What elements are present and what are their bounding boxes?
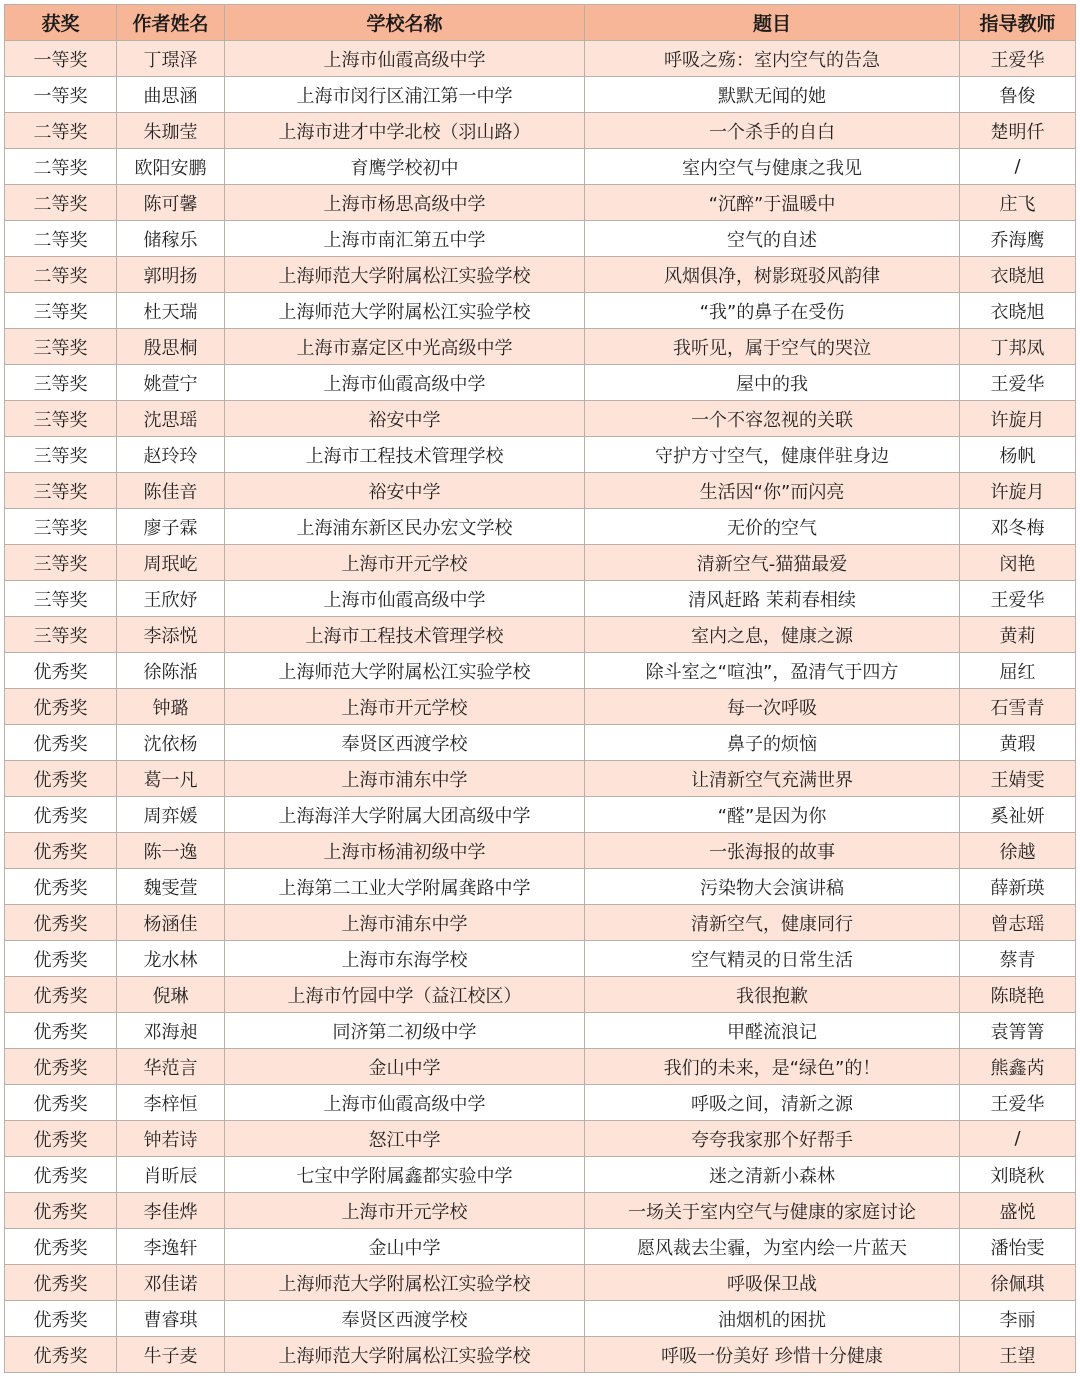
cell-author: 倪琳 <box>117 977 225 1013</box>
table-row <box>5 617 1076 653</box>
table-row <box>5 185 1076 221</box>
cell-teacher: 王望 <box>960 1337 1076 1373</box>
cell-title: 污染物大会演讲稿 <box>585 869 960 905</box>
cell-title: 我们的未来，是“绿色”的！ <box>585 1049 960 1085</box>
cell-award: 三等奖 <box>5 545 117 581</box>
cell-teacher: 王爱华 <box>960 41 1076 77</box>
cell-award: 三等奖 <box>5 401 117 437</box>
cell-author: 钟若诗 <box>117 1121 225 1157</box>
cell-author: 朱珈莹 <box>117 113 225 149</box>
cell-author: 殷思桐 <box>117 329 225 365</box>
table-row <box>5 293 1076 329</box>
cell-school: 金山中学 <box>225 1229 585 1265</box>
cell-title: 空气的自述 <box>585 221 960 257</box>
cell-author: 陈一逸 <box>117 833 225 869</box>
cell-title: 清新空气-猫猫最爱 <box>585 545 960 581</box>
cell-teacher: 乔海鹰 <box>960 221 1076 257</box>
cell-school: 育鹰学校初中 <box>225 149 585 185</box>
cell-author: 丁璟泽 <box>117 41 225 77</box>
cell-school: 上海市竹园中学（益江校区） <box>225 977 585 1013</box>
cell-award: 优秀奖 <box>5 1013 117 1049</box>
cell-teacher: 邓冬梅 <box>960 509 1076 545</box>
cell-title: 甲醛流浪记 <box>585 1013 960 1049</box>
cell-title: “醛”是因为你 <box>585 797 960 833</box>
cell-title: 一场关于室内空气与健康的家庭讨论 <box>585 1193 960 1229</box>
cell-author: 陈可馨 <box>117 185 225 221</box>
cell-title: 夸夸我家那个好帮手 <box>585 1121 960 1157</box>
cell-author: 邓海昶 <box>117 1013 225 1049</box>
cell-teacher: 庄飞 <box>960 185 1076 221</box>
cell-teacher: / <box>960 1121 1076 1157</box>
cell-award: 二等奖 <box>5 113 117 149</box>
cell-teacher: 徐越 <box>960 833 1076 869</box>
cell-award: 二等奖 <box>5 185 117 221</box>
cell-teacher: 奚祉妍 <box>960 797 1076 833</box>
cell-title: 无价的空气 <box>585 509 960 545</box>
cell-school: 上海第二工业大学附属龚路中学 <box>225 869 585 905</box>
cell-award: 优秀奖 <box>5 941 117 977</box>
cell-school: 上海师范大学附属松江实验学校 <box>225 1265 585 1301</box>
cell-school: 上海市嘉定区中光高级中学 <box>225 329 585 365</box>
cell-title: 一个杀手的自白 <box>585 113 960 149</box>
table-row <box>5 977 1076 1013</box>
table-row <box>5 401 1076 437</box>
cell-school: 上海市开元学校 <box>225 1193 585 1229</box>
cell-author: 曲思涵 <box>117 77 225 113</box>
cell-teacher: 王爱华 <box>960 365 1076 401</box>
table-row <box>5 1013 1076 1049</box>
cell-award: 三等奖 <box>5 509 117 545</box>
table-row <box>5 869 1076 905</box>
cell-title: 呼吸之间，清新之源 <box>585 1085 960 1121</box>
cell-award: 优秀奖 <box>5 1193 117 1229</box>
cell-author: 杨涵佳 <box>117 905 225 941</box>
cell-title: 愿风裁去尘霾，为室内绘一片蓝天 <box>585 1229 960 1265</box>
table-row <box>5 1265 1076 1301</box>
cell-teacher: 黄莉 <box>960 617 1076 653</box>
cell-title: 清风赶路 茉莉春相续 <box>585 581 960 617</box>
cell-title: 除斗室之“喧浊”，盈清气于四方 <box>585 653 960 689</box>
table-header-row <box>5 5 1076 41</box>
cell-award: 优秀奖 <box>5 689 117 725</box>
cell-author: 肖昕辰 <box>117 1157 225 1193</box>
cell-title: 默默无闻的她 <box>585 77 960 113</box>
cell-title: 生活因“你”而闪亮 <box>585 473 960 509</box>
cell-school: 上海市进才中学北校（羽山路） <box>225 113 585 149</box>
table-row <box>5 329 1076 365</box>
cell-author: 曹睿琪 <box>117 1301 225 1337</box>
cell-teacher: 石雪青 <box>960 689 1076 725</box>
cell-school: 奉贤区西渡学校 <box>225 725 585 761</box>
cell-author: 姚萱宁 <box>117 365 225 401</box>
cell-school: 上海市闵行区浦江第一中学 <box>225 77 585 113</box>
cell-teacher: 刘晓秋 <box>960 1157 1076 1193</box>
cell-author: 钟璐 <box>117 689 225 725</box>
table-row <box>5 257 1076 293</box>
cell-school: 上海市工程技术管理学校 <box>225 437 585 473</box>
table-row <box>5 797 1076 833</box>
cell-teacher: 衣晓旭 <box>960 293 1076 329</box>
cell-school: 上海市仙霞高级中学 <box>225 365 585 401</box>
cell-title: 我听见，属于空气的哭泣 <box>585 329 960 365</box>
cell-award: 优秀奖 <box>5 1157 117 1193</box>
table-row <box>5 545 1076 581</box>
cell-title: 风烟俱净，树影斑驳风韵律 <box>585 257 960 293</box>
header-teacher: 指导教师 <box>960 5 1076 41</box>
cell-author: 李梓恒 <box>117 1085 225 1121</box>
table-row <box>5 689 1076 725</box>
table-row <box>5 113 1076 149</box>
cell-title: 油烟机的困扰 <box>585 1301 960 1337</box>
cell-school: 金山中学 <box>225 1049 585 1085</box>
table-row <box>5 1049 1076 1085</box>
cell-author: 储稼乐 <box>117 221 225 257</box>
cell-author: 葛一凡 <box>117 761 225 797</box>
table-row <box>5 905 1076 941</box>
cell-award: 优秀奖 <box>5 977 117 1013</box>
table-row <box>5 1301 1076 1337</box>
cell-award: 二等奖 <box>5 149 117 185</box>
table-row <box>5 149 1076 185</box>
cell-school: 上海师范大学附属松江实验学校 <box>225 257 585 293</box>
cell-title: 室内空气与健康之我见 <box>585 149 960 185</box>
table-row <box>5 761 1076 797</box>
cell-teacher: 黄瑕 <box>960 725 1076 761</box>
cell-award: 三等奖 <box>5 329 117 365</box>
cell-school: 同济第二初级中学 <box>225 1013 585 1049</box>
cell-award: 优秀奖 <box>5 905 117 941</box>
cell-award: 三等奖 <box>5 473 117 509</box>
cell-award: 三等奖 <box>5 293 117 329</box>
table-row <box>5 725 1076 761</box>
cell-school: 上海市南汇第五中学 <box>225 221 585 257</box>
cell-school: 上海浦东新区民办宏文学校 <box>225 509 585 545</box>
cell-author: 李添悦 <box>117 617 225 653</box>
cell-award: 三等奖 <box>5 617 117 653</box>
cell-award: 优秀奖 <box>5 797 117 833</box>
cell-title: 室内之息，健康之源 <box>585 617 960 653</box>
cell-award: 优秀奖 <box>5 1049 117 1085</box>
cell-school: 上海市浦东中学 <box>225 905 585 941</box>
cell-school: 上海市仙霞高级中学 <box>225 1085 585 1121</box>
cell-teacher: 薛新瑛 <box>960 869 1076 905</box>
cell-author: 徐陈湉 <box>117 653 225 689</box>
cell-award: 二等奖 <box>5 221 117 257</box>
cell-title: 屋中的我 <box>585 365 960 401</box>
table-row <box>5 941 1076 977</box>
cell-title: “沉醉”于温暖中 <box>585 185 960 221</box>
cell-teacher: 屈红 <box>960 653 1076 689</box>
cell-author: 龙水林 <box>117 941 225 977</box>
table-row <box>5 437 1076 473</box>
header-school: 学校名称 <box>225 5 585 41</box>
cell-author: 李佳烨 <box>117 1193 225 1229</box>
award-table <box>4 4 1076 1373</box>
table-body <box>5 41 1076 1373</box>
cell-school: 上海市开元学校 <box>225 545 585 581</box>
cell-teacher: 袁箐箐 <box>960 1013 1076 1049</box>
cell-title: 一个不容忽视的关联 <box>585 401 960 437</box>
table-row <box>5 833 1076 869</box>
cell-teacher: 王爱华 <box>960 1085 1076 1121</box>
cell-teacher: 潘怡雯 <box>960 1229 1076 1265</box>
cell-author: 牛子麦 <box>117 1337 225 1373</box>
cell-award: 优秀奖 <box>5 833 117 869</box>
cell-author: 华范言 <box>117 1049 225 1085</box>
cell-title: 鼻子的烦恼 <box>585 725 960 761</box>
cell-author: 廖子霖 <box>117 509 225 545</box>
cell-school: 上海市工程技术管理学校 <box>225 617 585 653</box>
cell-author: 李逸轩 <box>117 1229 225 1265</box>
cell-teacher: 蔡青 <box>960 941 1076 977</box>
cell-school: 上海海洋大学附属大团高级中学 <box>225 797 585 833</box>
table-row <box>5 1337 1076 1373</box>
cell-teacher: 王婧雯 <box>960 761 1076 797</box>
cell-title: 迷之清新小森林 <box>585 1157 960 1193</box>
cell-teacher: 陈晓艳 <box>960 977 1076 1013</box>
cell-school: 上海市杨浦初级中学 <box>225 833 585 869</box>
table-row <box>5 473 1076 509</box>
table-row <box>5 1229 1076 1265</box>
cell-award: 优秀奖 <box>5 1085 117 1121</box>
cell-title: 呼吸之殇：室内空气的告急 <box>585 41 960 77</box>
cell-author: 周珉屹 <box>117 545 225 581</box>
cell-title: 空气精灵的日常生活 <box>585 941 960 977</box>
cell-teacher: 王爱华 <box>960 581 1076 617</box>
cell-school: 上海市开元学校 <box>225 689 585 725</box>
cell-teacher: 杨帆 <box>960 437 1076 473</box>
cell-teacher: 许旋月 <box>960 473 1076 509</box>
cell-author: 周弈媛 <box>117 797 225 833</box>
table-row <box>5 1085 1076 1121</box>
cell-award: 优秀奖 <box>5 1337 117 1373</box>
cell-teacher: 徐佩琪 <box>960 1265 1076 1301</box>
cell-school: 上海市仙霞高级中学 <box>225 41 585 77</box>
cell-school: 奉贤区西渡学校 <box>225 1301 585 1337</box>
table-row <box>5 1121 1076 1157</box>
cell-teacher: 盛悦 <box>960 1193 1076 1229</box>
cell-award: 三等奖 <box>5 365 117 401</box>
cell-teacher: 闵艳 <box>960 545 1076 581</box>
cell-teacher: 衣晓旭 <box>960 257 1076 293</box>
cell-title: 守护方寸空气，健康伴驻身边 <box>585 437 960 473</box>
cell-author: 欧阳安鹏 <box>117 149 225 185</box>
cell-award: 优秀奖 <box>5 653 117 689</box>
cell-award: 三等奖 <box>5 437 117 473</box>
cell-school: 上海市杨思高级中学 <box>225 185 585 221</box>
cell-author: 沈依杨 <box>117 725 225 761</box>
table-row <box>5 1157 1076 1193</box>
cell-teacher: 曾志瑶 <box>960 905 1076 941</box>
cell-teacher: 李丽 <box>960 1301 1076 1337</box>
cell-author: 赵玲玲 <box>117 437 225 473</box>
cell-teacher: 许旋月 <box>960 401 1076 437</box>
cell-award: 优秀奖 <box>5 1265 117 1301</box>
cell-school: 上海市东海学校 <box>225 941 585 977</box>
cell-award: 一等奖 <box>5 77 117 113</box>
table-row <box>5 1193 1076 1229</box>
table-row <box>5 365 1076 401</box>
cell-award: 一等奖 <box>5 41 117 77</box>
cell-award: 优秀奖 <box>5 1229 117 1265</box>
cell-award: 优秀奖 <box>5 1121 117 1157</box>
cell-title: 每一次呼吸 <box>585 689 960 725</box>
cell-award: 优秀奖 <box>5 725 117 761</box>
cell-title: 一张海报的故事 <box>585 833 960 869</box>
table-row <box>5 509 1076 545</box>
cell-author: 王欣妤 <box>117 581 225 617</box>
cell-school: 上海师范大学附属松江实验学校 <box>225 653 585 689</box>
cell-school: 上海市浦东中学 <box>225 761 585 797</box>
cell-author: 杜天瑞 <box>117 293 225 329</box>
cell-author: 郭明扬 <box>117 257 225 293</box>
cell-teacher: / <box>960 149 1076 185</box>
table-row <box>5 653 1076 689</box>
cell-teacher: 鲁俊 <box>960 77 1076 113</box>
cell-title: 呼吸一份美好 珍惜十分健康 <box>585 1337 960 1373</box>
cell-school: 裕安中学 <box>225 473 585 509</box>
cell-title: 我很抱歉 <box>585 977 960 1013</box>
cell-teacher: 熊鑫芮 <box>960 1049 1076 1085</box>
cell-award: 二等奖 <box>5 257 117 293</box>
cell-author: 魏雯萱 <box>117 869 225 905</box>
cell-teacher: 丁邦凤 <box>960 329 1076 365</box>
header-author: 作者姓名 <box>117 5 225 41</box>
cell-school: 上海师范大学附属松江实验学校 <box>225 293 585 329</box>
cell-title: 清新空气，健康同行 <box>585 905 960 941</box>
table-row <box>5 77 1076 113</box>
cell-title: 呼吸保卫战 <box>585 1265 960 1301</box>
cell-school: 裕安中学 <box>225 401 585 437</box>
cell-award: 优秀奖 <box>5 869 117 905</box>
cell-author: 邓佳诺 <box>117 1265 225 1301</box>
cell-school: 上海市仙霞高级中学 <box>225 581 585 617</box>
cell-school: 上海师范大学附属松江实验学校 <box>225 1337 585 1373</box>
cell-school: 七宝中学附属鑫都实验中学 <box>225 1157 585 1193</box>
table-row <box>5 581 1076 617</box>
cell-award: 优秀奖 <box>5 761 117 797</box>
table-row <box>5 221 1076 257</box>
cell-author: 陈佳音 <box>117 473 225 509</box>
cell-award: 三等奖 <box>5 581 117 617</box>
cell-school: 怒江中学 <box>225 1121 585 1157</box>
cell-author: 沈思瑶 <box>117 401 225 437</box>
cell-teacher: 楚明仟 <box>960 113 1076 149</box>
header-title: 题目 <box>585 5 960 41</box>
cell-title: 让清新空气充满世界 <box>585 761 960 797</box>
header-award: 获奖 <box>5 5 117 41</box>
cell-title: “我”的鼻子在受伤 <box>585 293 960 329</box>
table-row <box>5 41 1076 77</box>
cell-award: 优秀奖 <box>5 1301 117 1337</box>
